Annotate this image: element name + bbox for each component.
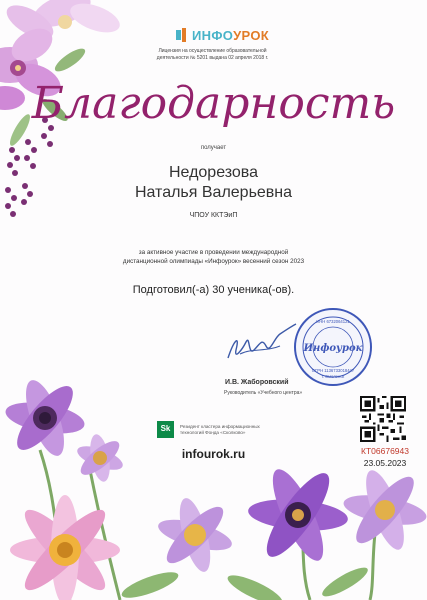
bottom-leaves	[119, 563, 371, 600]
recipient-name: Наталья Валерьевна	[134, 184, 293, 201]
certificate-id: КТ06676943	[361, 446, 409, 456]
certificate-date: 23.05.2023	[363, 458, 407, 468]
certificate-title: Благодарность	[31, 78, 396, 129]
description: за активное участие в проведении международной дистанционной олимпиады «Инфоурок» весенний сезон 2023	[122, 249, 305, 265]
gerbera-pink	[10, 495, 120, 600]
signer-role: Руководитель «Учебного центра»	[224, 390, 303, 396]
official-stamp	[292, 306, 374, 388]
daisy-far-right	[341, 466, 427, 554]
recipient-surname: Недорезова	[168, 164, 259, 181]
skolkovo-text: Резидент кластера информационных технологий Фонда «Сколково»	[180, 424, 260, 435]
stamp-city-text: г. Смоленск	[321, 374, 345, 379]
organization: ЧПОУ ККТЭиП	[189, 212, 238, 219]
infourok-logo	[176, 26, 269, 46]
stamp-inn-text: ИНН 6732064121	[316, 319, 350, 324]
daisy-right-large	[247, 463, 349, 566]
skolkovo-logo: Sk	[157, 421, 174, 438]
stamp-center-text: Инфоурок	[303, 343, 363, 354]
qr-code	[360, 396, 406, 442]
logo-mark-icon	[176, 28, 190, 42]
prepared-students: Подготовил(-а) 30 ученика(-ов).	[132, 284, 295, 296]
signature	[222, 320, 300, 368]
logo-text: ИНФОУРОК	[192, 28, 269, 43]
stamp-ogrn-text: ОГРН 1136733018447	[311, 368, 355, 373]
receives-label: получает	[200, 145, 227, 151]
website-link[interactable]: infourok.ru	[181, 447, 246, 461]
license-text: Лицензия на осуществление образовательной деятельности № 5201 выдана 02 апреля 2018 г.	[156, 48, 269, 61]
signer-name: И.В. Жаборовский	[225, 379, 289, 386]
daisy-center	[155, 495, 235, 575]
